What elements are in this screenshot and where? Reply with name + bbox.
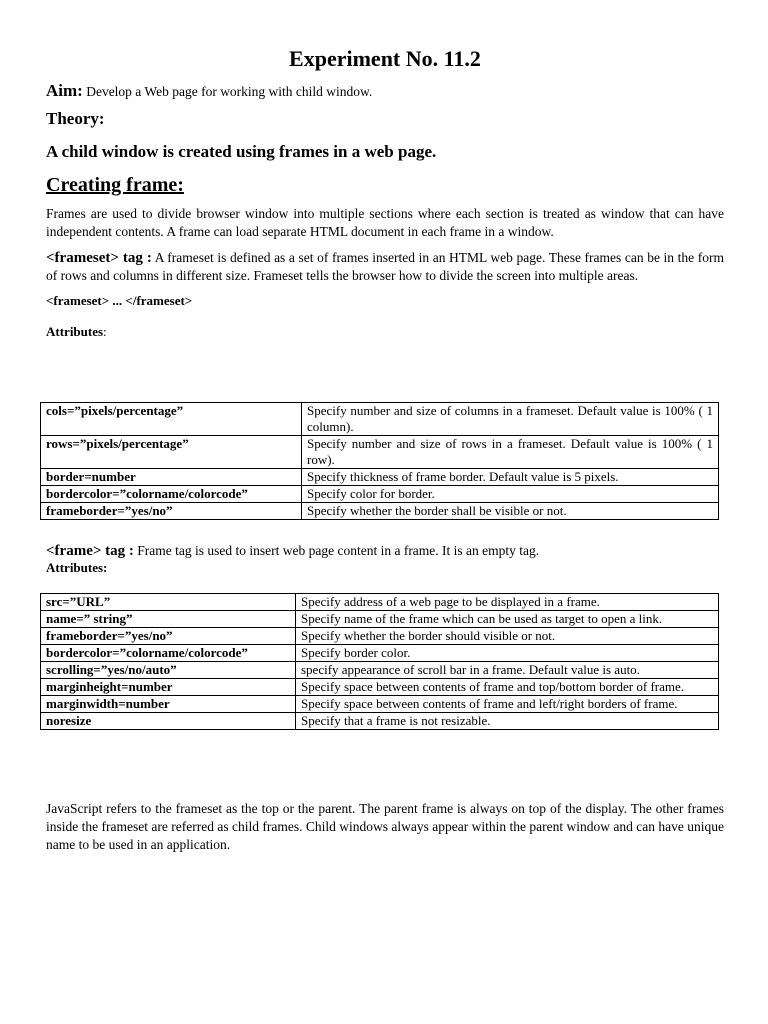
frameset-attribute-row <box>41 403 719 436</box>
aim-label: Aim: <box>46 81 83 100</box>
aim-line <box>46 82 724 101</box>
creating-frame-heading: Creating frame: <box>46 174 184 196</box>
frame-attribute-row <box>41 645 719 662</box>
frameset-attributes-colon: : <box>103 324 107 339</box>
attribute-name-cell: cols=”pixels/percentage” <box>41 403 302 436</box>
frameset-attribute-row <box>41 486 719 503</box>
attribute-name-cell: src=”URL” <box>41 594 296 611</box>
frameset-paragraph <box>46 249 724 285</box>
frameset-attribute-row <box>41 469 719 486</box>
attribute-name-cell: border=number <box>41 469 302 486</box>
attribute-description-cell: Specify that a frame is not resizable. <box>296 713 719 730</box>
frameset-description: A frameset is defined as a set of frames inserted in an HTML web page. These frames can be in the form of rows and columns in different size. Frameset tells the browser how to divide the screen into multiple areas. <box>46 250 724 283</box>
frame-tag-label: <frame> tag : <box>46 543 134 559</box>
attribute-description-cell: Specify number and size of columns in a frameset. Default value is 100% ( 1 column). <box>302 403 719 436</box>
child-window-heading: A child window is created using frames in a web page. <box>46 142 437 161</box>
closing-paragraph: JavaScript refers to the frameset as the top or the parent. The parent frame is always on top of the display. The other frames inside the frameset are referred as child frames. Child windows always appear within the parent window and can have unique name to be used in an application. <box>46 801 724 852</box>
frame-attribute-row <box>41 611 719 628</box>
frameset-attributes-label: Attributes <box>46 324 104 339</box>
frameset-attributes-table <box>40 402 719 520</box>
attribute-description-cell: Specify number and size of rows in a frameset. Default value is 100% ( 1 row). <box>302 436 719 469</box>
attribute-name-cell: marginwidth=number <box>41 696 296 713</box>
attribute-description-cell: Specify whether the border shall be visible or not. <box>302 503 719 520</box>
page-title: Experiment No. 11.2 <box>289 46 481 71</box>
attribute-description-cell: Specify whether the border should visible or not. <box>296 628 719 645</box>
frame-tag-line <box>46 542 724 560</box>
frameset-syntax: <frameset> ... </frameset> <box>46 293 193 308</box>
attribute-name-cell: rows=”pixels/percentage” <box>41 436 302 469</box>
frameset-attribute-row <box>41 503 719 520</box>
attribute-description-cell: Specify name of the frame which can be used as target to open a link. <box>296 611 719 628</box>
attribute-name-cell: frameborder=”yes/no” <box>41 503 302 520</box>
attribute-name-cell: bordercolor=”colorname/colorcode” <box>41 645 296 662</box>
frame-attribute-row <box>41 679 719 696</box>
frame-attributes-label: Attributes: <box>46 560 108 575</box>
attribute-description-cell: Specify thickness of frame border. Default value is 5 pixels. <box>302 469 719 486</box>
attribute-description-cell: specify appearance of scroll bar in a frame. Default value is auto. <box>296 662 719 679</box>
theory-heading: Theory: <box>46 109 105 128</box>
frameset-attribute-row <box>41 436 719 469</box>
frame-attribute-row <box>41 594 719 611</box>
frame-description: Frame tag is used to insert web page content in a frame. It is an empty tag. <box>137 543 540 558</box>
attribute-description-cell: Specify space between contents of frame and left/right borders of frame. <box>296 696 719 713</box>
attribute-name-cell: scrolling=”yes/no/auto” <box>41 662 296 679</box>
frameset-attributes-heading <box>46 324 724 340</box>
intro-paragraph: Frames are used to divide browser window into multiple sections where each section is treated as window that can have independent contents. A frame can load separate HTML document in each frame in a window. <box>46 206 724 239</box>
attribute-name-cell: marginheight=number <box>41 679 296 696</box>
frame-attribute-row <box>41 628 719 645</box>
frame-attribute-row <box>41 662 719 679</box>
attribute-description-cell: Specify border color. <box>296 645 719 662</box>
frame-attributes-body <box>41 594 719 730</box>
frame-attributes-table <box>40 593 719 730</box>
attribute-name-cell: frameborder=”yes/no” <box>41 628 296 645</box>
document-page <box>46 0 724 340</box>
frame-attribute-row <box>41 713 719 730</box>
frame-attribute-row <box>41 696 719 713</box>
frameset-tag-label: <frameset> tag : <box>46 250 152 266</box>
attribute-description-cell: Specify address of a web page to be displayed in a frame. <box>296 594 719 611</box>
attribute-name-cell: noresize <box>41 713 296 730</box>
attribute-description-cell: Specify color for border. <box>302 486 719 503</box>
frameset-attributes-body <box>41 403 719 520</box>
attribute-description-cell: Specify space between contents of frame and top/bottom border of frame. <box>296 679 719 696</box>
attribute-name-cell: name=” string” <box>41 611 296 628</box>
frame-section <box>46 542 724 576</box>
aim-text: Develop a Web page for working with child window. <box>86 84 373 99</box>
attribute-name-cell: bordercolor=”colorname/colorcode” <box>41 486 302 503</box>
